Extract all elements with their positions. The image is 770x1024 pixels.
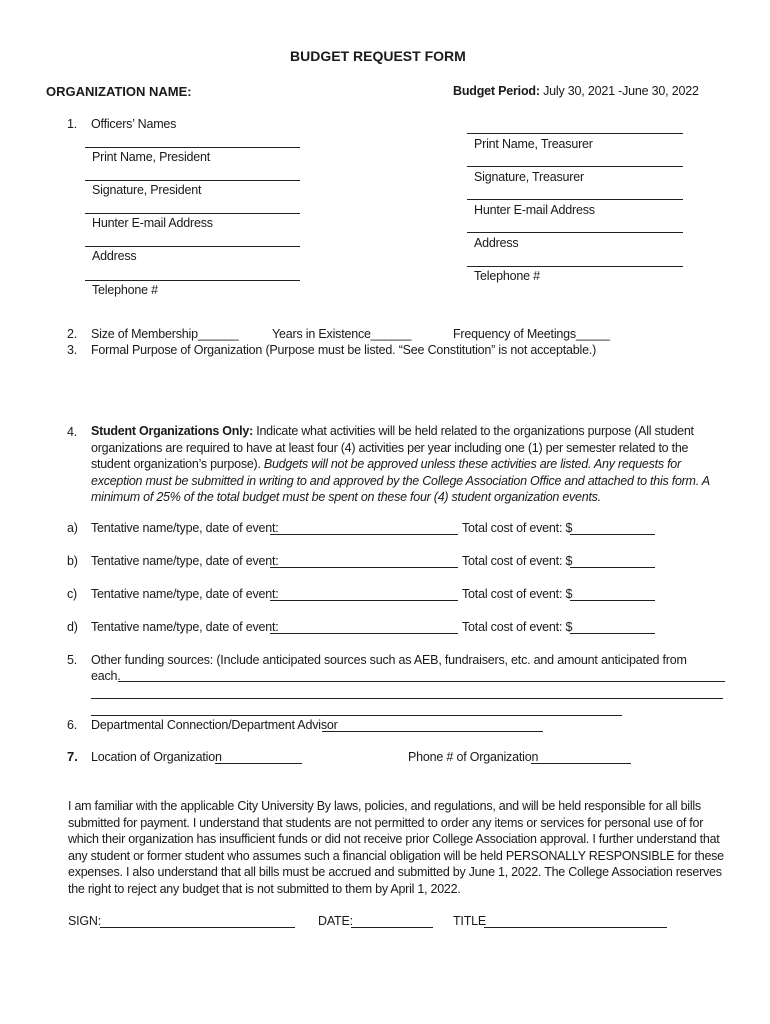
event-a-cost-label: Total cost of event: $ — [462, 521, 573, 535]
treasurer-telephone-label: Telephone # — [474, 269, 540, 283]
title-line[interactable] — [484, 927, 667, 928]
event-c-cost-label: Total cost of event: $ — [462, 587, 573, 601]
item-4-number: 4. — [67, 425, 78, 439]
treasurer-name-line[interactable] — [467, 133, 683, 134]
other-funding-label-cont: each. — [91, 669, 121, 683]
item-3-number: 3. — [67, 343, 78, 357]
event-d-name-line[interactable] — [270, 633, 458, 634]
event-d-letter: d) — [67, 620, 78, 634]
treasurer-email-line[interactable] — [467, 199, 683, 200]
meeting-frequency-field[interactable]: Frequency of Meetings_____ — [453, 327, 610, 341]
item-5-number: 5. — [67, 653, 78, 667]
treasurer-signature-line[interactable] — [467, 166, 683, 167]
event-a-cost-line[interactable] — [570, 534, 655, 535]
student-organizations-note: Budgets will not be approved unless these activities are listed. Any requests for exception must be submitted in writing to and approved by the College Association Office and attached to this form. A minimum of 25% of the total budget must be spent on these four (4) student organization events. — [91, 457, 710, 504]
president-telephone-line[interactable] — [85, 280, 300, 281]
department-advisor-label: Departmental Connection/Department Advisor — [91, 718, 338, 732]
treasurer-telephone-line[interactable] — [467, 266, 683, 267]
date-line[interactable] — [351, 927, 433, 928]
treasurer-address-label: Address — [474, 236, 519, 250]
other-funding-label: Other funding sources: (Include anticipated sources such as AEB, fundraisers, etc. and amount anticipated from — [91, 653, 687, 667]
president-signature-label: Signature, President — [92, 183, 202, 197]
event-b-letter: b) — [67, 554, 78, 568]
event-c-letter: c) — [67, 587, 78, 601]
event-b-cost-label: Total cost of event: $ — [462, 554, 573, 568]
president-name-label: Print Name, President — [92, 150, 211, 164]
event-d-cost-line[interactable] — [570, 633, 655, 634]
title-label: TITLE — [453, 914, 487, 928]
responsibility-statement: I am familiar with the applicable City University By laws, policies, and regulations, and will be held responsible for all bills submitted for payment. I understand that students are not permitted to order any items or services for personal use of for which their organization has insufficient funds or did not receive prior College Association approval. I further understand that any student or former student who assumes such a financial obligation will be held PERSONALLY RESPONSIBLE for these expenses. I also understand that all bills must be accrued and submitted by June 1, 2022. The College Association reserves the right to reject any budget that is not submitted to them by April 1, 2022. — [68, 799, 724, 896]
department-advisor-line[interactable] — [322, 731, 543, 732]
formal-purpose-label: Formal Purpose of Organization (Purpose must be listed. “See Constitution” is not acceptable.) — [91, 343, 597, 357]
event-c-cost-line[interactable] — [570, 600, 655, 601]
phone-label: Phone # of Organization — [408, 750, 539, 764]
event-a-letter: a) — [67, 521, 78, 535]
item-1-number: 1. — [67, 117, 78, 131]
treasurer-address-line[interactable] — [467, 232, 683, 233]
sign-line[interactable] — [100, 927, 295, 928]
president-email-label: Hunter E-mail Address — [92, 216, 213, 230]
event-b-cost-line[interactable] — [570, 567, 655, 568]
president-signature-line[interactable] — [85, 180, 300, 181]
event-b-label: Tentative name/type, date of event: — [91, 554, 279, 568]
budget-period-label: Budget Period: — [453, 84, 540, 98]
item-6-number: 6. — [67, 718, 78, 732]
president-email-line[interactable] — [85, 213, 300, 214]
years-in-existence-field[interactable]: Years in Existence______ — [272, 327, 412, 341]
location-label: Location of Organization — [91, 750, 222, 764]
event-c-label: Tentative name/type, date of event: — [91, 587, 279, 601]
event-a-name-line[interactable] — [270, 534, 458, 535]
budget-period — [453, 84, 699, 98]
location-line[interactable] — [215, 763, 302, 764]
student-organizations-paragraph — [91, 423, 721, 506]
phone-line[interactable] — [531, 763, 631, 764]
event-c-name-line[interactable] — [270, 600, 458, 601]
treasurer-signature-label: Signature, Treasurer — [474, 170, 584, 184]
president-address-label: Address — [92, 249, 137, 263]
event-d-label: Tentative name/type, date of event: — [91, 620, 279, 634]
organization-name-label: ORGANIZATION NAME: — [46, 84, 192, 99]
officers-names-label: Officers’ Names — [91, 117, 177, 131]
treasurer-email-label: Hunter E-mail Address — [474, 203, 595, 217]
organization-name-input[interactable] — [205, 82, 425, 98]
event-b-name-line[interactable] — [270, 567, 458, 568]
treasurer-name-label: Print Name, Treasurer — [474, 137, 593, 151]
item-2-number: 2. — [67, 327, 78, 341]
other-funding-line-1[interactable] — [118, 681, 725, 682]
membership-size-field[interactable]: Size of Membership______ — [91, 327, 239, 341]
form-title: BUDGET REQUEST FORM — [290, 48, 466, 64]
event-d-cost-label: Total cost of event: $ — [462, 620, 573, 634]
student-organizations-heading: Student Organizations Only: — [91, 424, 254, 438]
other-funding-line-2[interactable] — [91, 698, 723, 699]
item-7-number: 7. — [67, 749, 78, 764]
date-label: DATE: — [318, 914, 353, 928]
president-telephone-label: Telephone # — [92, 283, 158, 297]
president-name-line[interactable] — [85, 147, 300, 148]
sign-label: SIGN: — [68, 914, 102, 928]
president-address-line[interactable] — [85, 246, 300, 247]
budget-period-value: July 30, 2021 -June 30, 2022 — [543, 84, 699, 98]
event-a-label: Tentative name/type, date of event: — [91, 521, 279, 535]
student-organizations-text: Indicate what activities will be held related to the organizations purpose (All student organizations are required to have at least four (4) activities per year including one (1) per semester related to the student organization’s purpose). — [91, 424, 694, 471]
other-funding-line-3[interactable] — [91, 715, 622, 716]
